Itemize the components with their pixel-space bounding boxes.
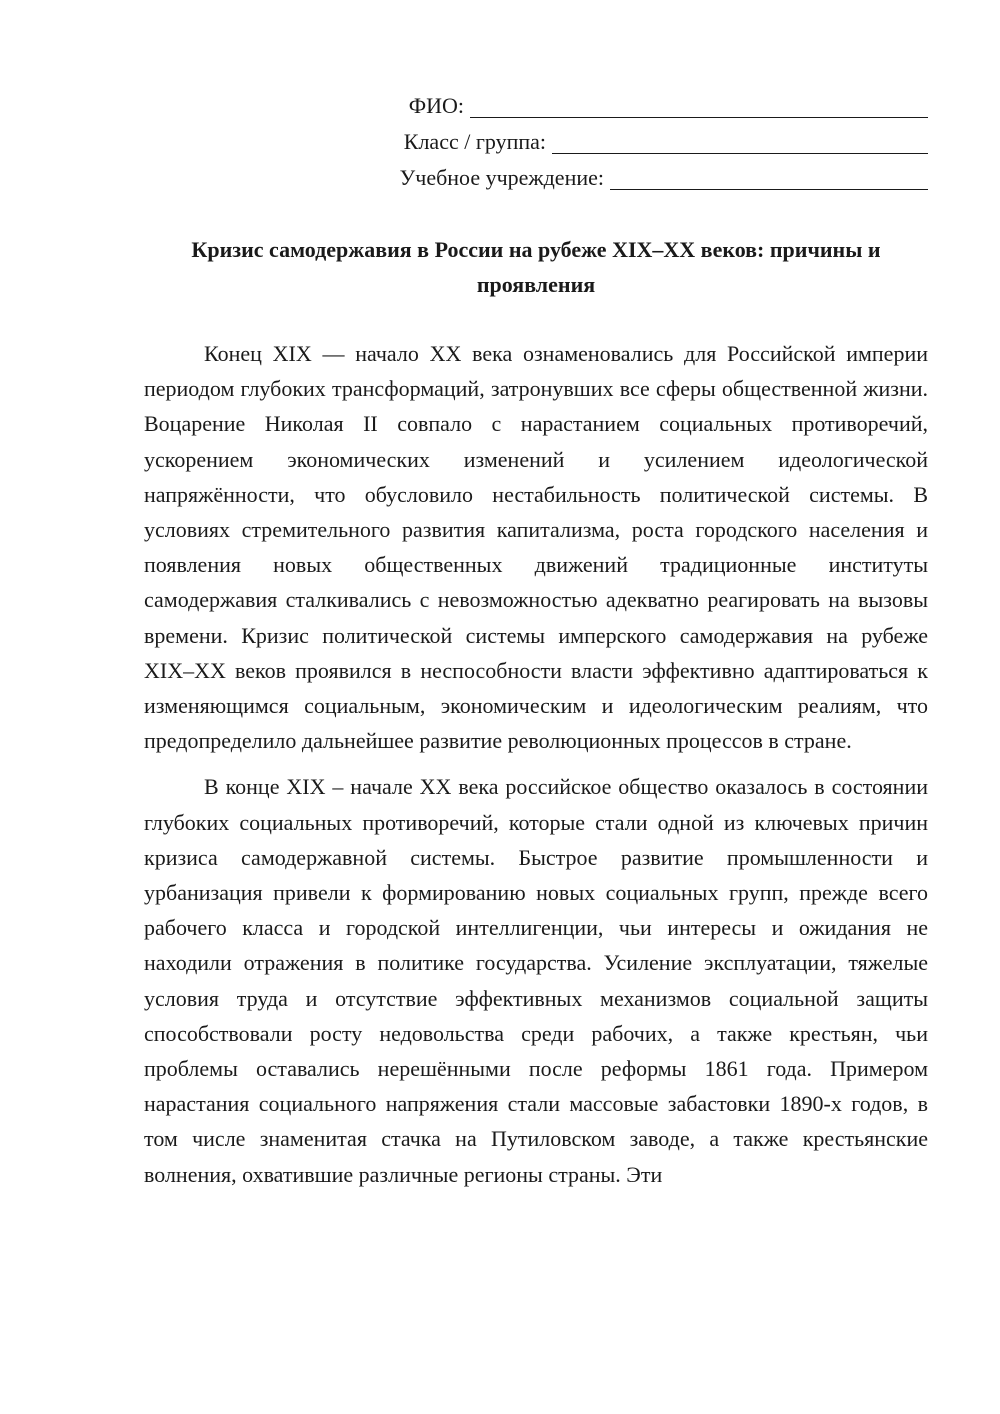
fio-blank-line — [470, 91, 928, 118]
document-title: Кризис самодержавия в России на рубеже XIX–XX веков: причины и проявления — [191, 237, 881, 297]
document-body — [144, 336, 928, 1192]
group-blank-line — [552, 127, 928, 154]
group-label: Класс / группа: — [403, 129, 546, 154]
fio-label: ФИО: — [408, 93, 464, 118]
paragraph-2: В конце XIX – начале XX века российское общество оказалось в состоянии глубоких социальных противоречий, которые стали одной из ключевых причин кризиса самодержавной системы. Быстрое развитие промышленности и урбанизация привели к формированию новых социальных групп, прежде всего рабочего класса и городской интеллигенции, чьи интересы и ожидания не находили отражения в политике государства. Усиление эксплуатации, тяжелые условия труда и отсутствие эффективных механизмов социальной защиты способствовали росту недовольства среди рабочих, а также крестьян, чьи проблемы оставались нерешёнными после реформы 1861 года. Примером нарастания социального напряжения стали массовые забастовки 1890-х годов, в том числе знаменитая стачка на Путиловском заводе, а также крестьянские волнения, охватившие различные регионы страны. Эти — [144, 774, 928, 1187]
fio-row — [144, 88, 928, 124]
student-info-header — [144, 88, 928, 196]
document-page — [144, 88, 928, 1203]
school-blank-line — [610, 163, 928, 190]
school-label: Учебное учреждение: — [399, 165, 604, 190]
school-row — [144, 160, 928, 196]
group-row — [144, 124, 928, 160]
paragraph-1: Конец XIX — начало XX века ознаменовались для Российской империи периодом глубоких трансформаций, затронувших все сферы общественной жизни. Воцарение Николая II совпало с нарастанием социальных противоречий, ускорением экономических изменений и усилением идеологической напряжённости, что обусловило нестабильность политической системы. В условиях стремительного развития капитализма, роста городского населения и появления новых общественных движений традиционные институты самодержавия сталкивались с невозможностью адекватно реагировать на вызовы времени. Кризис политической системы имперского самодержавия на рубеже XIX–XX веков проявился в неспособности власти эффективно адаптироваться к изменяющимся социальным, экономическим и идеологическим реалиям, что предопределило дальнейшее развитие революционных процессов в стране. — [144, 341, 928, 754]
